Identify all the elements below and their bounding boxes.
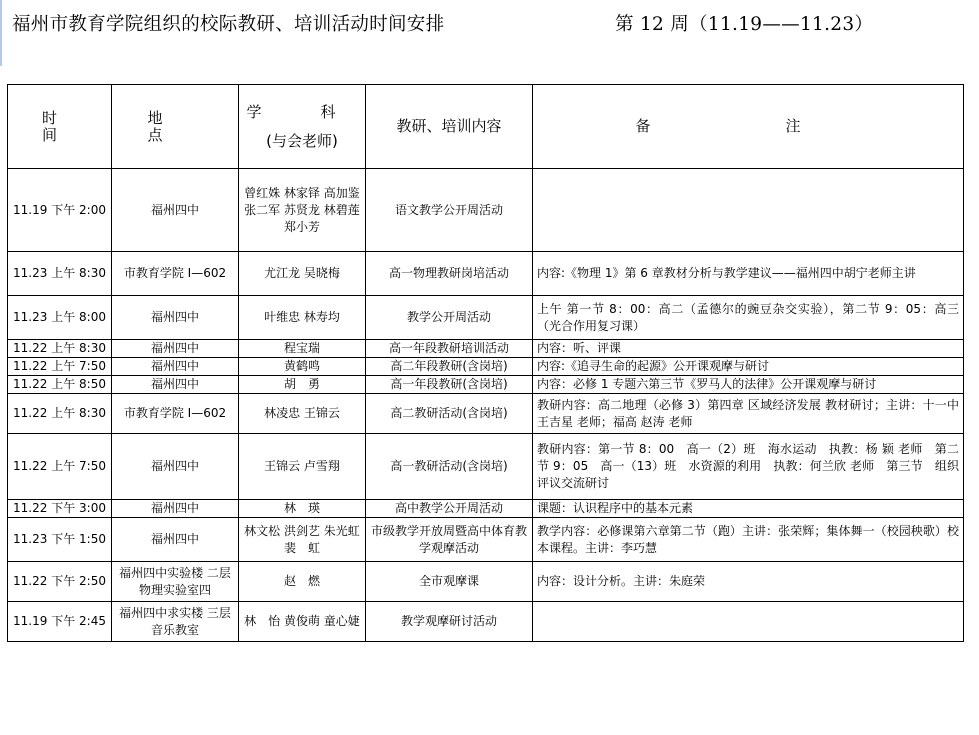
cell-time: 11.23 上午 8:00 [8,296,112,340]
cell-teachers: 黄鹤鸣 [239,358,366,376]
cell-time: 11.22 上午 8:50 [8,376,112,394]
cell-teachers: 林凌忠 王锦云 [239,394,366,434]
page-title [12,10,972,36]
cell-teachers: 曾红姝 林家铎 高加鉴 张二军 苏贤龙 林碧莲 郑小芳 [239,169,366,252]
col-header-content: 教研、培训内容 [366,85,533,169]
cell-note: 上午 第一节 8：00：高二（孟德尔的豌豆杂交实验），第二节 9：05：高三（光合作用复习课） [533,296,964,340]
cell-content: 全市观摩课 [366,562,533,602]
cell-place: 福州四中 [112,358,239,376]
cell-time: 11.22 上午 8:30 [8,394,112,434]
cell-note: 教学内容：必修课第六章第二节（跑）主讲：张荣辉；集体舞一（校园秧歌）校本课程。主讲：李巧慧 [533,518,964,562]
cell-place: 福州四中实验楼 二层物理实验室四 [112,562,239,602]
cell-time: 11.23 上午 8:30 [8,252,112,296]
cell-time: 11.19 下午 2:45 [8,602,112,642]
cell-time: 11.22 上午 8:30 [8,340,112,358]
col-header-time: 时 间 [8,85,112,169]
cell-content: 高一物理教研岗培活动 [366,252,533,296]
table-row [8,358,964,376]
table-row [8,562,964,602]
cell-content: 教学公开周活动 [366,296,533,340]
cell-place: 福州四中 [112,296,239,340]
cell-content: 高中教学公开周活动 [366,500,533,518]
cell-place: 福州四中 [112,518,239,562]
cell-place: 市教育学院 Ⅰ—602 [112,394,239,434]
cell-teachers: 赵 燃 [239,562,366,602]
cell-place: 福州四中 [112,376,239,394]
cell-time: 11.22 上午 7:50 [8,434,112,500]
cell-teachers: 程宝瑞 [239,340,366,358]
cell-note: 内容：必修 1 专题六第三节《罗马人的法律》公开课观摩与研讨 [533,376,964,394]
window-edge-line [0,0,2,66]
cell-teachers: 林文松 洪剑艺 朱光虹 裴 虹 [239,518,366,562]
table-row [8,376,964,394]
cell-note [533,602,964,642]
cell-note: 内容:《追寻生命的起源》公开课观摩与研讨 [533,358,964,376]
cell-content: 市级教学开放周暨高中体育教学观摩活动 [366,518,533,562]
title-text: 福州市教育学院组织的校际教研、培训活动时间安排 [12,14,445,35]
cell-teachers: 林 怡 黄俊萌 童心婕 [239,602,366,642]
cell-teachers: 林 瑛 [239,500,366,518]
cell-time: 11.23 下午 1:50 [8,518,112,562]
cell-place: 福州四中 [112,340,239,358]
table-row [8,296,964,340]
cell-place: 福州四中 [112,434,239,500]
table-row [8,252,964,296]
col-header-subject-sub: (与会老师) [266,131,338,150]
cell-content: 高二教研活动(含岗培) [366,394,533,434]
table-row [8,500,964,518]
cell-time: 11.22 下午 3:00 [8,500,112,518]
table-row [8,602,964,642]
cell-time: 11.19 下午 2:00 [8,169,112,252]
cell-place: 福州四中 [112,169,239,252]
col-header-note: 备 注 [533,85,964,169]
cell-content: 高一教研活动(含岗培) [366,434,533,500]
table-row [8,394,964,434]
cell-note: 课题：认识程序中的基本元素 [533,500,964,518]
cell-note: 教研内容：高二地理（必修 3）第四章 区域经济发展 教材研讨；主讲：十一中 王吉星 老师；福高 赵涛 老师 [533,394,964,434]
cell-note: 教研内容：第一节 8：00 高一（2）班 海水运动 执教：杨 颖 老师 第二节 9：05 高一（13）班 水资源的利用 执教：何兰欣 老师 第三节 组织评议交流研讨 [533,434,964,500]
cell-content: 高二年段教研(含岗培) [366,358,533,376]
cell-place: 福州四中求实楼 三层音乐教室 [112,602,239,642]
table-row [8,518,964,562]
week-label: 第 12 周（11.19——11.23） [615,14,874,35]
cell-teachers: 叶维忠 林寿均 [239,296,366,340]
cell-note: 内容:《物理 1》第 6 章教材分析与教学建议——福州四中胡宁老师主讲 [533,252,964,296]
cell-teachers: 尤江龙 吴晓梅 [239,252,366,296]
col-header-subject-main: 学 科 [246,102,358,121]
cell-content: 语文教学公开周活动 [366,169,533,252]
col-header-subject [239,85,366,169]
schedule-table [7,84,964,642]
cell-teachers: 胡 勇 [239,376,366,394]
cell-place: 市教育学院 Ⅰ—602 [112,252,239,296]
cell-content: 高一年段教研(含岗培) [366,376,533,394]
table-row [8,169,964,252]
header-row [8,85,964,169]
cell-note [533,169,964,252]
col-header-place: 地 点 [112,85,239,169]
cell-time: 11.22 下午 2:50 [8,562,112,602]
cell-content: 高一年段教研培训活动 [366,340,533,358]
cell-time: 11.22 上午 7:50 [8,358,112,376]
cell-teachers: 王锦云 卢雪翔 [239,434,366,500]
table-row [8,434,964,500]
cell-note: 内容：设计分析。主讲：朱庭荣 [533,562,964,602]
table-row [8,340,964,358]
cell-place: 福州四中 [112,500,239,518]
cell-content: 教学观摩研讨活动 [366,602,533,642]
cell-note: 内容：听、评课 [533,340,964,358]
